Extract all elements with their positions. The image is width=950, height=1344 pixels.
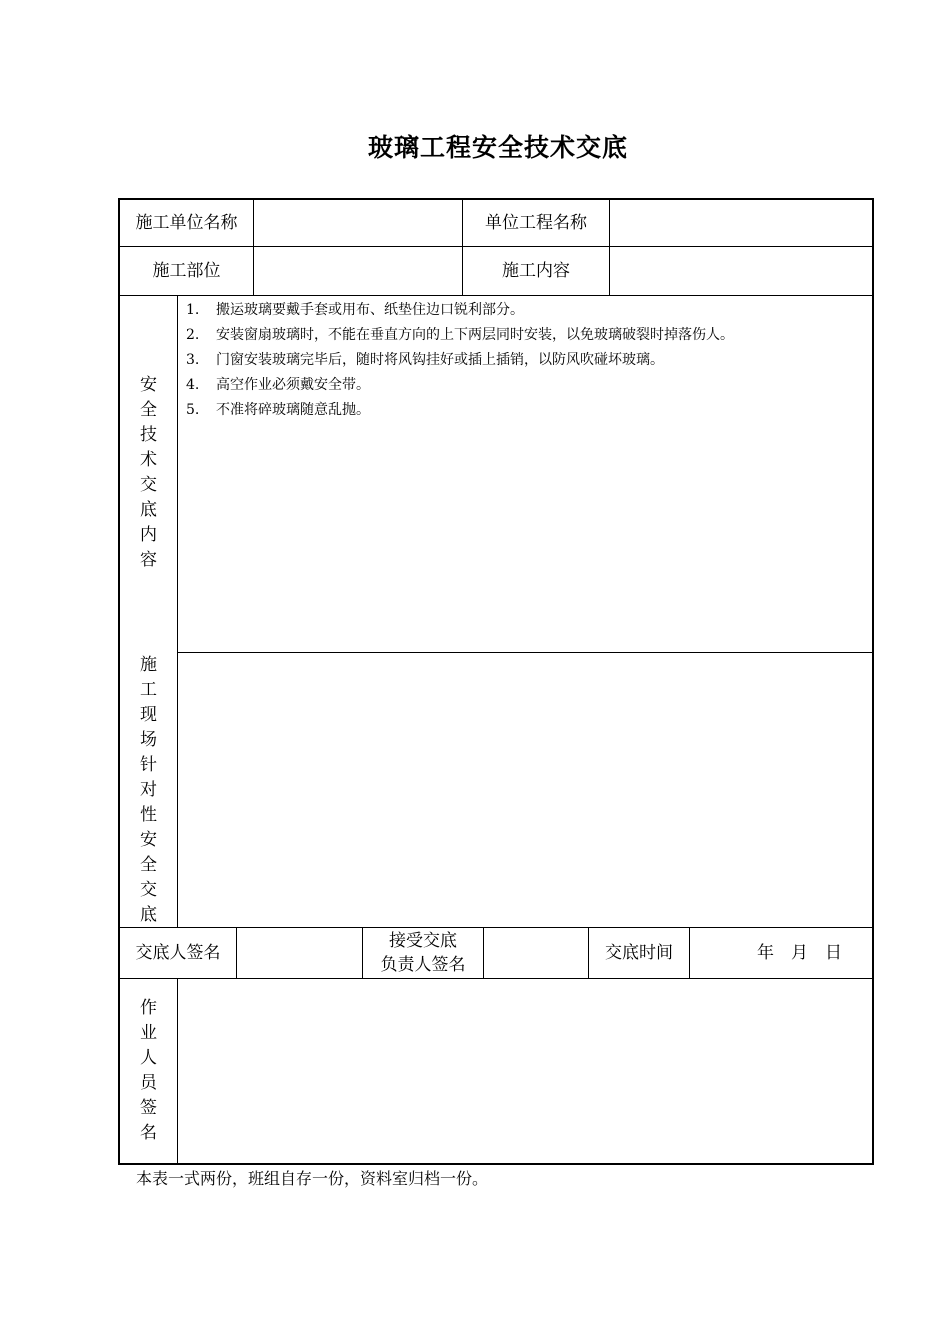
label-char: 性 [140, 805, 157, 825]
item-text: 不准将碎玻璃随意乱抛。 [216, 402, 370, 418]
label-char: 场 [140, 730, 157, 750]
list-item [186, 298, 734, 323]
item-number: 5. [186, 402, 200, 418]
discloser-label: 交底人签名 [135, 943, 221, 963]
label-char: 现 [140, 705, 157, 725]
item-number: 3. [186, 352, 200, 368]
label-char: 全 [140, 855, 157, 875]
worker-signature-field[interactable] [178, 979, 872, 1163]
item-number: 4. [186, 377, 200, 393]
receiver-signature-field[interactable] [484, 928, 588, 978]
list-item [186, 323, 734, 348]
unit-project-field[interactable] [610, 200, 872, 246]
unit-project-label: 单位工程名称 [485, 213, 587, 233]
label-char: 容 [140, 550, 157, 570]
construction-unit-field[interactable] [254, 200, 462, 246]
receiver-label-line1: 接受交底 [389, 931, 457, 951]
safety-content-label [120, 373, 177, 573]
label-char: 术 [140, 450, 157, 470]
label-char: 内 [140, 525, 157, 545]
disclosure-date-field[interactable]: 年 月 日 [757, 943, 842, 963]
label-char: 技 [140, 425, 157, 445]
label-char: 对 [140, 780, 157, 800]
label-char: 全 [140, 400, 157, 420]
receiver-label-line2: 负责人签名 [380, 955, 466, 975]
footer-note: 本表一式两份，班组自存一份，资料室归档一份。 [136, 1169, 489, 1188]
safety-items-list [186, 298, 734, 423]
label-char: 安 [140, 830, 157, 850]
list-item [186, 398, 734, 423]
label-char: 针 [140, 755, 157, 775]
construction-part-field[interactable] [254, 247, 462, 295]
discloser-signature-field[interactable] [237, 928, 362, 978]
construction-content-field[interactable] [610, 247, 872, 295]
list-item [186, 348, 734, 373]
item-text: 安装窗扇玻璃时，不能在垂直方向的上下两层同时安装，以免玻璃破裂时掉落伤人。 [216, 327, 734, 343]
label-char: 人 [140, 1048, 157, 1068]
worker-signature-label [120, 996, 177, 1146]
label-char: 业 [140, 1023, 157, 1043]
label-char: 底 [140, 905, 157, 925]
item-number: 2. [186, 327, 200, 343]
construction-unit-label: 施工单位名称 [135, 213, 238, 233]
item-text: 高空作业必须戴安全带。 [216, 377, 370, 393]
label-char: 名 [140, 1123, 157, 1143]
disclosure-time-label: 交底时间 [605, 943, 673, 963]
site-safety-label [120, 653, 177, 928]
label-char: 签 [140, 1098, 157, 1118]
label-char: 安 [140, 375, 157, 395]
item-text: 搬运玻璃要戴手套或用布、纸垫住边口锐利部分。 [216, 302, 524, 318]
item-text: 门窗安装玻璃完毕后，随时将风钩挂好或插上插销，以防风吹碰坏玻璃。 [216, 352, 664, 368]
label-char: 底 [140, 500, 157, 520]
receiver-label [363, 928, 483, 978]
label-char: 员 [140, 1073, 157, 1093]
label-char: 工 [140, 680, 157, 700]
label-char: 交 [140, 475, 157, 495]
label-char: 作 [140, 998, 157, 1018]
row-divider [119, 295, 873, 296]
construction-content-label: 施工内容 [502, 261, 570, 281]
site-safety-field[interactable] [178, 653, 872, 927]
list-item [186, 373, 734, 398]
page-title: 玻璃工程安全技术交底 [367, 133, 628, 162]
item-number: 1. [186, 302, 200, 318]
label-char: 施 [140, 655, 157, 675]
construction-part-label: 施工部位 [152, 261, 221, 281]
label-char: 交 [140, 880, 157, 900]
